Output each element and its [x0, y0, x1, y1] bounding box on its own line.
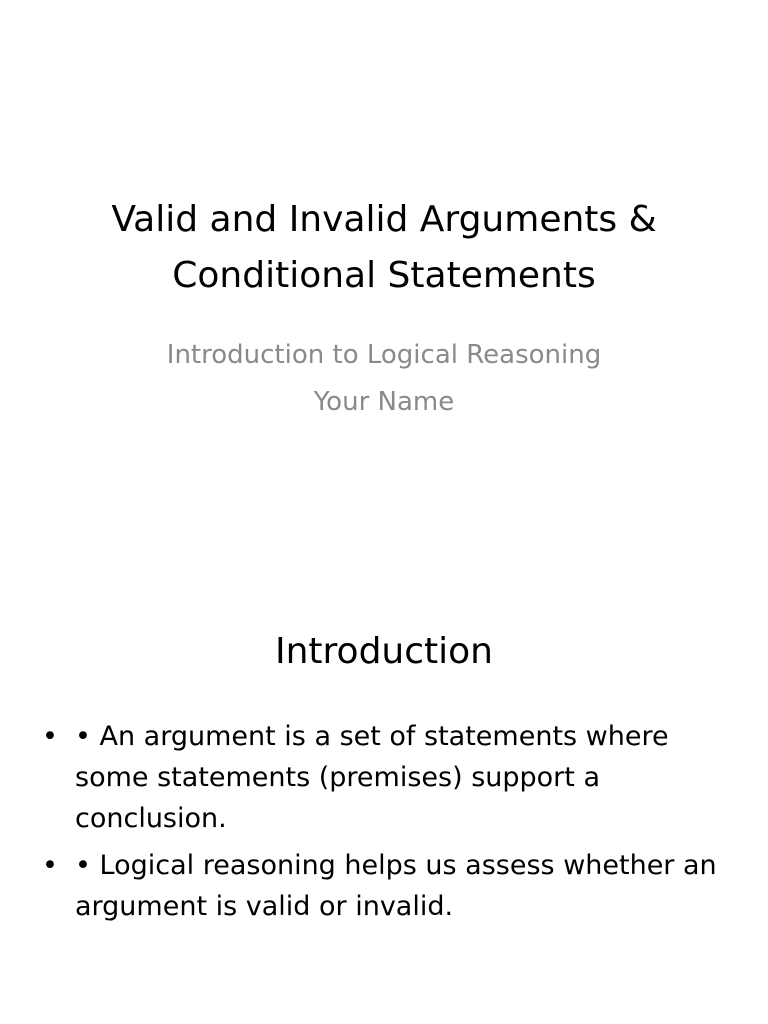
slide-subtitle: Introduction to Logical Reasoning	[166, 340, 602, 370]
section-heading: Introduction	[274, 631, 493, 672]
bullet-marker: •	[42, 721, 58, 752]
title-line-2: Conditional Statements	[172, 255, 596, 296]
title-line-1: Valid and Invalid Arguments &	[111, 199, 657, 240]
bullet-list	[38, 716, 738, 933]
bullet-text: • An argument is a set of statements where some statements (premises) support a conclusion.	[75, 721, 669, 834]
list-item	[38, 845, 738, 927]
slide-title	[40, 192, 728, 304]
subtitle-block	[40, 332, 728, 426]
bullet-marker: •	[42, 850, 58, 881]
list-item	[38, 716, 738, 839]
author-name: Your Name	[313, 387, 455, 417]
introduction-slide	[0, 576, 768, 1024]
bullet-text: • Logical reasoning helps us assess whether an argument is valid or invalid.	[75, 850, 717, 922]
